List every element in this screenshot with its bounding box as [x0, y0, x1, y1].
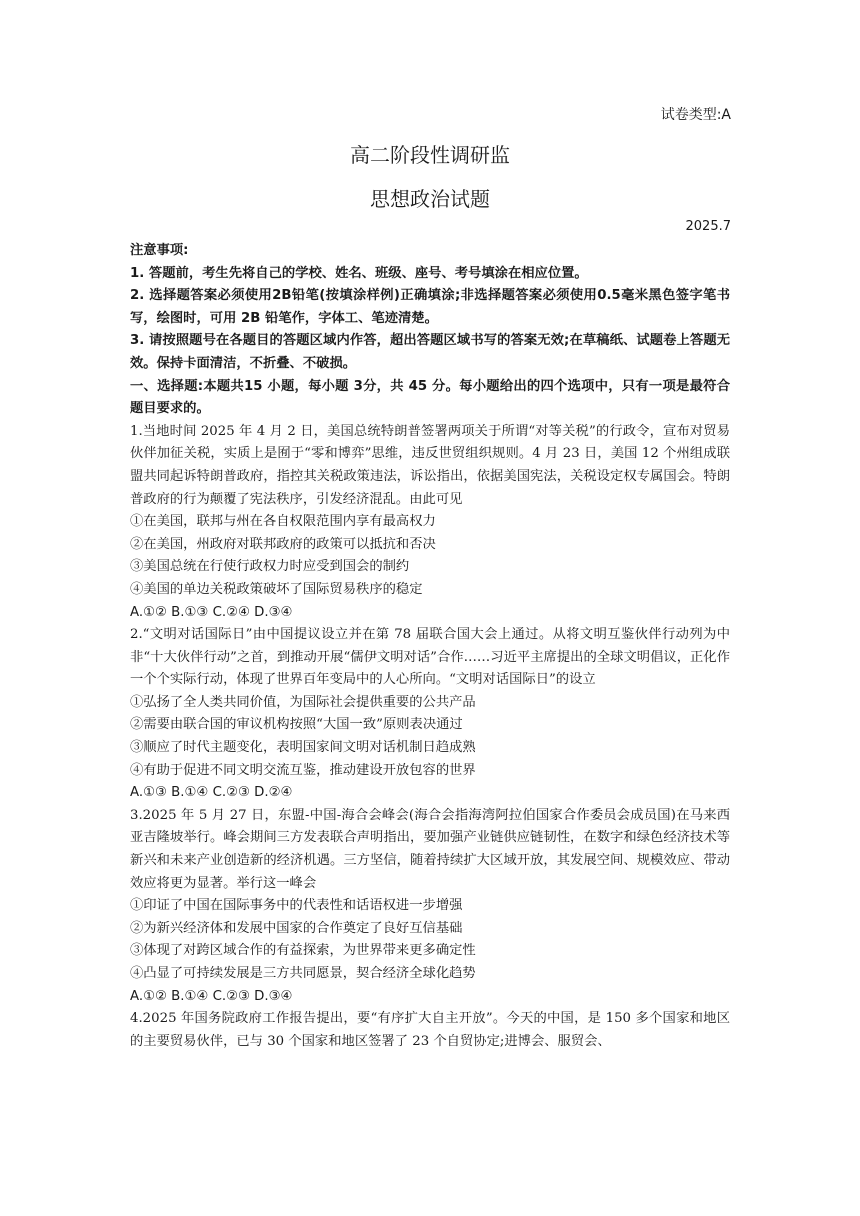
question-2 [130, 624, 730, 805]
question-stem: 4.2025 年国务院政府工作报告提出，要“有序扩大自主开放”。今天的中国，是 150 多个国家和地区的主要贸易伙伴，已与 30 个国家和地区签署了 23 个自贸协定;进博会、服贸会、 [130, 1011, 730, 1049]
answer-choices: A.①② B.①③ C.②④ D.③④ [130, 604, 293, 620]
exam-date: 2025.7 [685, 219, 731, 234]
answer-choices: A.①③ B.①④ C.②③ D.②④ [130, 785, 293, 801]
question-option: ③美国总统在行使行政权力时应受到国会的制约 [130, 559, 410, 575]
answer-choices: A.①② B.①④ C.②③ D.③④ [130, 988, 293, 1004]
paper-type-label: 试卷类型:A [660, 107, 731, 123]
question-stem: 2.“文明对话国际日”由中国提议设立并在第 78 届联合国大会上通过。从将文明互鉴伙伴行动列为中非“十大伙伴行动”之首，到推动开展“儒伊文明对话”合作……习近平主席提出的全球文明倡议，正化作一个个实际行动，体现了世界百年变局中的人心所向。“文明对话国际日”的设立 [130, 627, 730, 688]
exam-title: 高二阶段性调研监 [350, 143, 510, 167]
exam-body [130, 240, 730, 1053]
notice-block [130, 240, 730, 376]
question-3 [130, 805, 730, 1008]
question-option: ④美国的单边关税政策破坏了国际贸易秩序的稳定 [130, 581, 423, 597]
question-option: ③体现了对跨区域合作的有益探索，为世界带来更多确定性 [130, 943, 476, 959]
question-option: ②为新兴经济体和发展中国家的合作奠定了良好互信基础 [130, 920, 463, 936]
question-stem: 3.2025 年 5 月 27 日，东盟-中国-海合会峰会(海合会指海湾阿拉伯国家合作委员会成员国)在马来西亚吉隆坡举行。峰会期间三方发表联合声明指出，要加强产业链供应链韧性，在数字和绿色经济技术等新兴和未来产业创造新的经济机遇。三方坚信，随着持续扩大区域开放，其发展空间、规模效应、带动效应将更为显著。举行这一峰会 [130, 807, 730, 891]
notice-heading: 注意事项: [130, 243, 189, 258]
question-option: ①在美国，联邦与州在各自权限范围内享有最高权力 [130, 514, 436, 530]
section-heading: 一、选择题:本题共15 小题，每小题 3分，共 45 分。每小题给出的四个选项中，只有一项是最符合题目要求的。 [130, 378, 730, 417]
question-option: ③顺应了时代主题变化，表明国家间文明对话机制日趋成熟 [130, 740, 476, 756]
question-option: ④有助于促进不同文明交流互鉴，推动建设开放包容的世界 [130, 762, 476, 778]
question-option: ①印证了中国在国际事务中的代表性和话语权进一步增强 [130, 898, 463, 914]
question-option: ④凸显了可持续发展是三方共同愿景，契合经济全球化趋势 [130, 966, 476, 981]
question-stem: 1.当地时间 2025 年 4 月 2 日，美国总统特朗普签署两项关于所谓“对等关税”的行政令，宣布对贸易伙伴加征关税，实质上是囿于“零和博弈”思维，违反世贸组织规则。4 月 23 日，美国 12 个州组成联盟共同起诉特朗普政府，指控其关税政策违法，诉讼指出，依据美国宪法，关税设定权专属国会。特朗普政府的行为颠覆了宪法秩序，引发经济混乱。由此可见 [130, 423, 730, 507]
notice-item: 1. 答题前，考生先将自己的学校、姓名、班级、座号、考号填涂在相应位置。 [130, 265, 588, 281]
question-option: ②需要由联合国的审议机构按照“大国一致”原则表决通过 [130, 717, 463, 733]
question-4 [130, 1008, 730, 1053]
notice-item: 3. 请按照题号在各题目的答题区域内作答，超出答题区域书写的答案无效;在草稿纸、试题卷上答题无效。保持卡面清洁，不折叠、不破损。 [130, 333, 730, 371]
exam-subtitle: 思想政治试题 [370, 187, 490, 211]
question-option: ②在美国，州政府对联邦政府的政策可以抵抗和否决 [130, 536, 436, 552]
question-option: ①弘扬了全人类共同价值，为国际社会提供重要的公共产品 [130, 694, 476, 710]
question-1 [130, 421, 730, 624]
notice-item: 2. 选择题答案必须使用2B铅笔(按填涂样例)正确填涂;非选择题答案必须使用0.5毫米黑色签字笔书写，绘图时，可用 2B 铅笔作，字体工、笔迹清楚。 [130, 288, 730, 326]
